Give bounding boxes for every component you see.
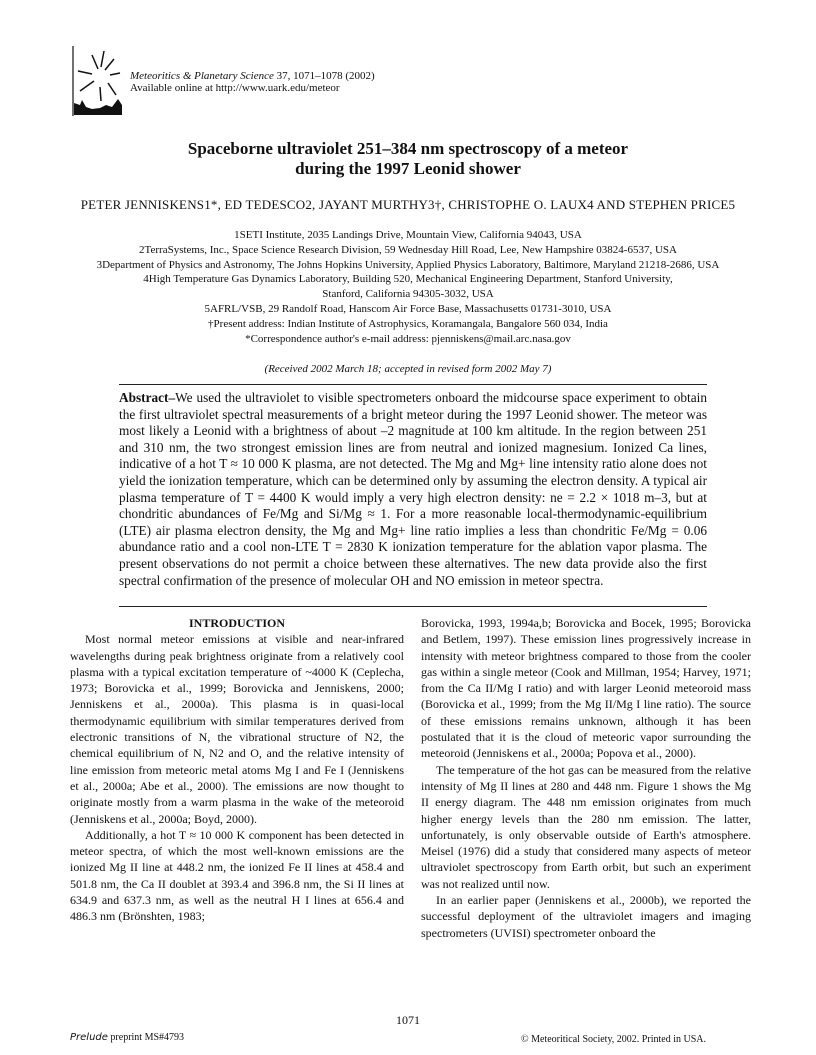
abstract-bottom-rule <box>119 606 707 607</box>
abstract-text: We used the ultraviolet to visible spectrometers onboard the midcourse space experiment to obtain the first ultraviolet spectral measurements of a bright meteor during the 1997 Leonid shower. The meteor was most likely a Leonid with a brightness of about –2 magnitude at 100 km altitude. In the region between 251 and 310 nm, the two strongest emission lines are from neutral and ionized magnesium. Ionized Ca lines, indicative of a hot T ≈ 10 000 K plasma, are not detected. The Mg and Mg+ line intensity ratio alone does not yield the ionization temperature, which can be determined only by assuming the electron density. A typical air plasma temperature of T = 4400 K would imply a very high electron density: ne = 2.2 × 1018 m–3, but at chondritic abundances of Fe/Mg and Si/Mg ≈ 1. For a more reasonable local-thermodynamic-equilibrium (LTE) air plasma electron density, the Mg and Mg+ line ratio implies a less than chondritic Fe/Mg = 0.06 abundance ratio and a cool non-LTE T = 2830 K ionization temperature for the ablation vapor plasma. The present observations do not permit a choice between these alternatives. The new data provide also the first spectral confirmation of the presence of molecular OH and NO emission in meteor spectra. <box>119 390 707 588</box>
received-dates: (Received 2002 March 18; accepted in revised form 2002 May 7) <box>264 363 552 375</box>
paragraph: The temperature of the hot gas can be measured from the relative intensity of Mg II lines at 280 and 448 nm. Figure 1 shows the Mg II energy diagram. The 448 nm emission originates from much higher energy levels than the 280 nm emission. The latter, unfortunately, is only observable outside of Earth's atmosphere. Meisel (1976) did a study that considered many aspects of meteor ultraviolet spectroscopy from Earth orbit, but such an experiment was not realized until now. <box>421 762 751 891</box>
paper-title <box>0 139 816 179</box>
copyright: © Meteoritical Society, 2002. Printed in USA. <box>521 1034 706 1045</box>
preprint-number: preprint MS#4793 <box>107 1032 185 1043</box>
affiliations <box>0 228 816 346</box>
paragraph: In an earlier paper (Jenniskens et al., 2000b), we reported the successful deployment of the ultraviolet imagers and imaging spectrometers (UVISI) spectrometer onboard the <box>421 893 751 940</box>
affiliation-3: 3Department of Physics and Astronomy, The Johns Hopkins University, Applied Physics Laboratory, Baltimore, Maryland 21218-2686, USA <box>96 258 720 271</box>
affiliation-5: 5AFRL/VSB, 29 Randolf Road, Hanscom Air Force Base, Massachusetts 01731-3010, USA <box>204 302 612 315</box>
author-list: PETER JENNISKENS1*, ED TEDESCO2, JAYANT MURTHY3†, CHRISTOPHE O. LAUX4 AND STEPHEN PRICE5 <box>80 197 736 212</box>
abstract-top-rule <box>119 384 707 385</box>
journal-name: Meteoritics & Planetary Science <box>130 70 274 82</box>
affiliation-1: 1SETI Institute, 2035 Landings Drive, Mountain View, California 94043, USA <box>234 229 582 241</box>
paragraph: Most normal meteor emissions at visible and near-infrared wavelengths during peak brightness originate from a relatively cool plasma with a typical excitation temperature of ~4000 K (Ceplecha, 1973; Borovicka et al., 1999; Borovicka and Jenniskens, 2000; Jenniskens et al., 2000a). This plasma is in quasi-local thermodynamic equilibrium with similar temperatures derived from electronic transitions of N, the vibrational structure of N2, the chemical equilibrium of N, N2 and O, and the relative intensity of line emission from meteoric metal atoms Mg I and Fe I (Jenniskens et al., 2000a; Abe et al., 2000). The emissions are now thought to originate mostly from a warm plasma in the wake of the meteoroid (Jenniskens et al., 2000a; Boyd, 2000). <box>70 632 404 826</box>
preprint-id <box>70 1032 184 1043</box>
journal-logo <box>72 45 124 117</box>
preprint-handwritten: Prelude <box>70 1032 108 1043</box>
journal-volume: 37, 1071–1078 (2002) <box>273 70 375 82</box>
title-line-2: during the 1997 Leonid shower <box>295 159 521 178</box>
right-column <box>421 615 751 941</box>
title-line-1: Spaceborne ultraviolet 251–384 nm spectroscopy of a meteor <box>187 139 629 158</box>
paragraph: Borovicka, 1993, 1994a,b; Borovicka and Bocek, 1995; Borovicka and Betlem, 1997). These emission lines progressively increase in intensity with meteor brightness compared to those from the cooler gas within a single meteor (Cook and Millman, 1954; Harvey, 1971; from the Ca II/Mg I ratio) and with larger Leonid meteoroid mass (Borovicka et al., 1999; from the Mg II/Mg I line ratio). The source of these emissions remains unknown, although it has been postulated that it is the cloud of meteoric vapor surrounding the meteoroid (Jenniskens et al., 2000a; Popova et al., 2000). <box>421 616 751 761</box>
left-column <box>70 615 404 925</box>
journal-citation <box>130 70 375 94</box>
section-heading-introduction: INTRODUCTION <box>188 616 285 630</box>
page-number: 1071 <box>396 1013 420 1027</box>
affiliation-4: 4High Temperature Gas Dynamics Laboratory, Building 520, Mechanical Engineering Department, Stanford University, <box>143 273 673 286</box>
correspondence: *Correspondence author's e-mail address: pjenniskens@mail.arc.nasa.gov <box>245 332 571 345</box>
present-address: †Present address: Indian Institute of Astrophysics, Koramangala, Bangalore 560 034, India <box>208 317 608 330</box>
journal-url: Available online at http://www.uark.edu/meteor <box>130 82 340 94</box>
affiliation-2: 2TerraSystems, Inc., Space Science Research Division, 59 Wednesday Hill Road, Lee, New Hampshire 03824-6537, USA <box>139 243 677 256</box>
abstract-label: Abstract– <box>119 390 176 405</box>
affiliation-4-cont: Stanford, California 94305-3032, USA <box>322 288 494 301</box>
abstract <box>119 390 707 589</box>
paragraph: Additionally, a hot T ≈ 10 000 K component has been detected in meteor spectra, of which the most well-known emissions are the ionized Mg II line at 448.2 nm, the ionized Fe II lines at 458.4 and 501.8 nm, the Ca II doublet at 393.4 and 396.8 nm, the Si II lines at 634.9 and 637.3 nm, as well as the neutral H I lines at 656.4 and 486.3 nm (Brönshten, 1983; <box>70 827 404 924</box>
